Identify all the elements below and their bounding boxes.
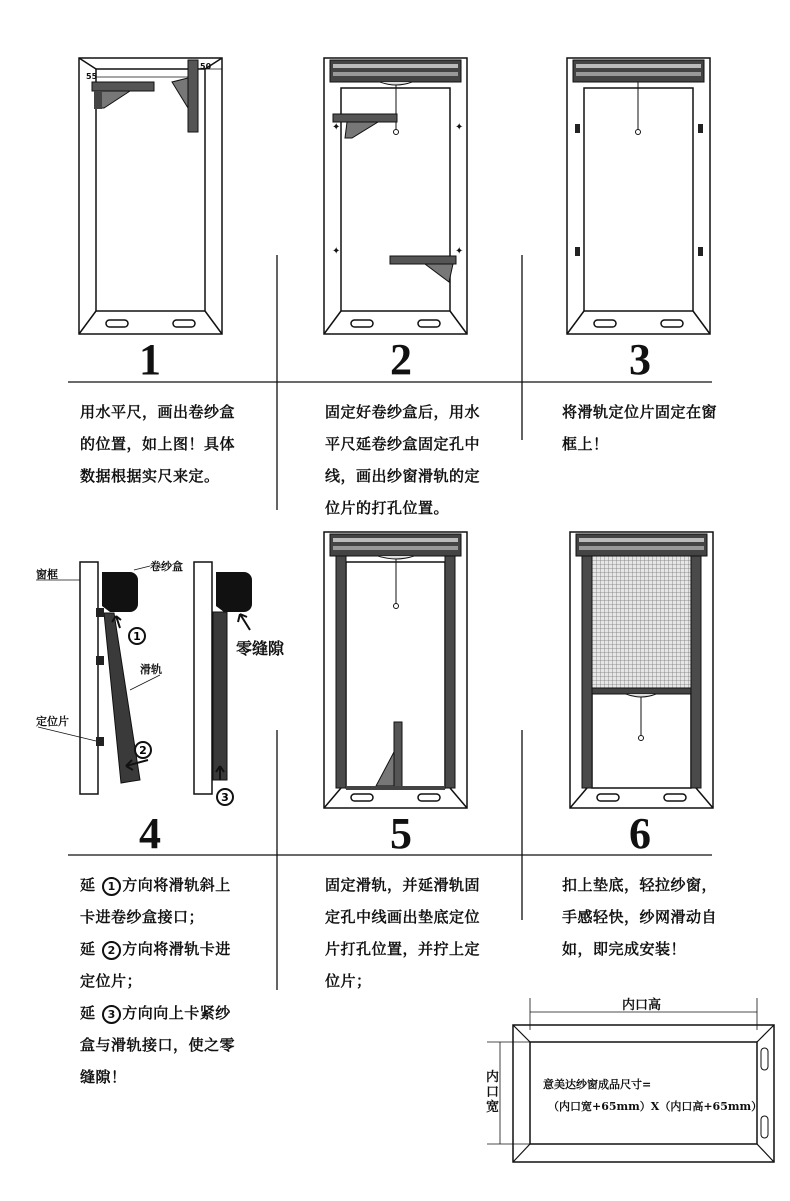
step-2-line: 平尺延卷纱盒固定孔中: [325, 435, 481, 453]
screen-mesh-6: [592, 556, 691, 688]
level-ruler-5: [346, 722, 445, 790]
step-1-line: 的位置，如上图！具体: [80, 435, 236, 453]
step-1-line: 数据根据实尺来定。: [80, 467, 220, 485]
step-1-line: 用水平尺，画出卷纱盒: [80, 403, 236, 421]
pull-bar-6: [592, 688, 691, 741]
roller-box-5: [330, 534, 461, 609]
step-marker-1: 1: [133, 630, 141, 643]
step-2-line: 线，画出纱窗滑轨的定: [325, 467, 481, 485]
svg-text:✦: ✦: [332, 246, 341, 257]
roller-box-label: 卷纱盒: [150, 560, 183, 573]
step-3-line: 框上！: [562, 435, 609, 453]
step-4-line: 延: [80, 876, 102, 894]
gap-label: 零缝隙: [236, 639, 285, 658]
level-ruler-bottom-2: [390, 256, 456, 282]
step-3-line: 将滑轨定位片固定在窗: [562, 403, 718, 421]
step-6-line: 扣上垫底，轻拉纱窗，: [562, 876, 718, 894]
step-number-2: 2: [390, 335, 412, 384]
level-ruler-top-2: [333, 114, 397, 138]
step-4-line: 缝隙！: [80, 1068, 127, 1086]
dim-label-left: 55: [86, 72, 98, 81]
inner-height-label: 内口高: [622, 998, 662, 1013]
step-4-line: 方向将滑轨卡进: [122, 940, 231, 958]
level-ruler-vertical: [172, 60, 198, 132]
size-formula-title: 意美达纱窗成品尺寸=: [543, 1078, 652, 1091]
step-text-4: [80, 869, 260, 1093]
dim-label-right: 50: [200, 62, 212, 71]
svg-text:✦: ✦: [332, 122, 341, 133]
rail-insert-detail: [36, 562, 252, 794]
step-4-line: 盒与滑轨接口，使之零: [80, 1036, 236, 1054]
step-4-line: 方向将滑轨斜上: [122, 876, 231, 894]
step-number-4: 4: [139, 809, 161, 858]
clip-label: 定位片: [36, 715, 69, 728]
level-ruler-horizontal: [92, 82, 154, 109]
step-text-6: [562, 869, 742, 965]
step-5-line: 片打孔位置，并拧上定: [325, 940, 481, 958]
rail-label: 滑轨: [140, 663, 162, 676]
step-4-line: 延: [80, 1004, 102, 1022]
step-2-line: 固定好卷纱盒后，用水: [325, 403, 481, 421]
step-5-line: 定孔中线画出垫底定位: [325, 908, 481, 926]
roller-box-6: [576, 534, 707, 556]
svg-text:✦: ✦: [455, 122, 464, 133]
step-text-2: [325, 396, 505, 524]
step-number-3: 3: [629, 335, 651, 384]
step-4-line: 定位片；: [80, 972, 143, 990]
step-text-5: [325, 869, 505, 997]
step-number-1: 1: [139, 335, 161, 384]
size-formula: （内口宽+65mm）X（内口高+65mm）: [548, 1100, 763, 1113]
step-number-6: 6: [629, 809, 651, 858]
step-marker-2: 2: [139, 744, 147, 757]
svg-text:✦: ✦: [455, 246, 464, 257]
step-marker-3: 3: [221, 791, 229, 804]
step-4-line: 方向向上卡紧纱: [122, 1004, 231, 1022]
roller-box-3: [573, 60, 704, 135]
rail-clips-3: [575, 124, 703, 256]
step-text-1: [80, 396, 260, 492]
drill-marks-2: [332, 122, 463, 257]
circled-number-2: 2: [102, 941, 121, 960]
step-number-5: 5: [390, 809, 412, 858]
inner-width-label: 内口宽: [486, 1070, 500, 1115]
step-5-line: 固定滑轨，并延滑轨固: [325, 876, 481, 894]
step-6-line: 手感轻快，纱网滑动自: [562, 908, 718, 926]
frame-label: 窗框: [36, 568, 58, 581]
circled-number-3: 3: [102, 1005, 121, 1024]
step-text-3: [562, 396, 742, 460]
step-4-line: 卡进卷纱盒接口；: [80, 908, 205, 926]
step-5-line: 位片；: [325, 972, 372, 990]
step-6-line: 如，即完成安装！: [562, 940, 687, 958]
step-4-line: 延: [80, 940, 102, 958]
circled-number-1: 1: [102, 877, 121, 896]
step-2-line: 位片的打孔位置。: [325, 499, 450, 517]
